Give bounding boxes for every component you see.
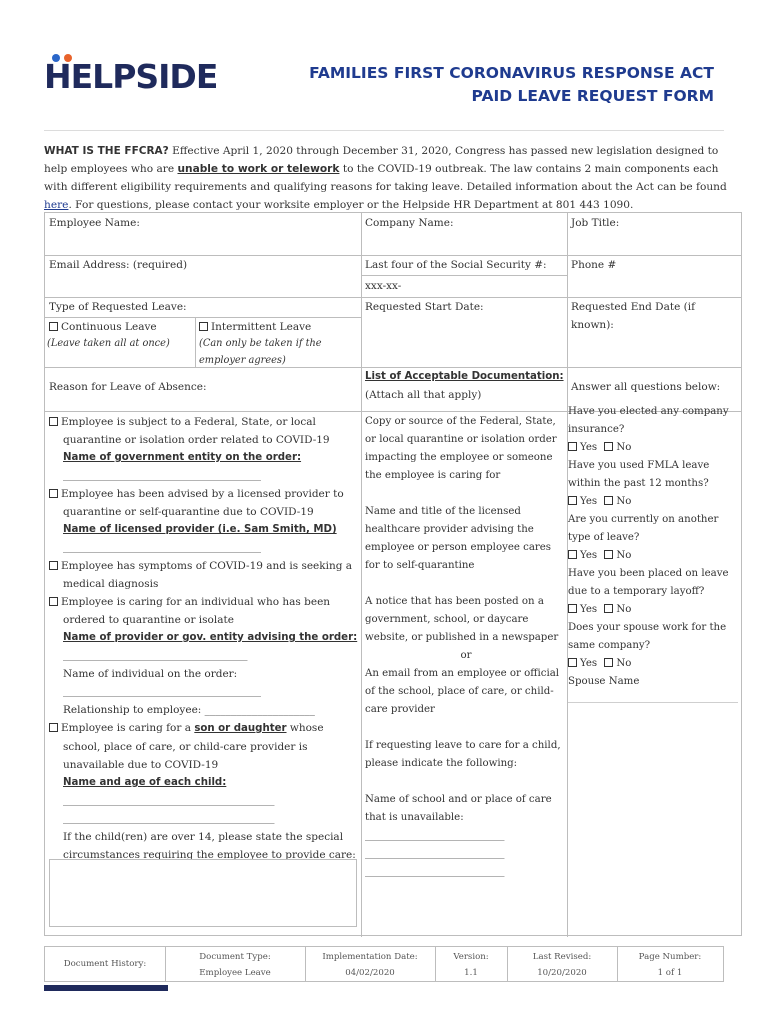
page-number-cell — [617, 947, 723, 981]
school-blank-2[interactable]: _______________________________ — [365, 849, 505, 859]
document-history-footer — [44, 946, 724, 982]
question-3-line-2: type of leave? — [568, 532, 640, 543]
reason-4-checkbox[interactable] — [49, 597, 58, 606]
history-label: Document History: — [63, 959, 147, 969]
continuous-leave-option[interactable] — [49, 318, 157, 336]
reason-5-checkbox[interactable] — [49, 723, 58, 732]
question-1-answers — [568, 439, 740, 457]
question-2-line-2: within the past 12 months? — [568, 478, 709, 489]
doc-type-value: Employee Leave — [199, 968, 271, 978]
employee-name-field[interactable] — [49, 233, 359, 253]
form-title — [309, 62, 714, 108]
q2-no-label: No — [616, 496, 632, 507]
intro-lead: WHAT IS THE FFCRA? — [44, 145, 169, 157]
start-date-label: Requested Start Date: — [365, 301, 484, 313]
helpside-logo — [44, 54, 244, 96]
title-line-2: PAID LEAVE REQUEST FORM — [471, 87, 714, 105]
implementation-value: 04/02/2020 — [345, 968, 395, 978]
q1-no-label: No — [616, 442, 632, 453]
intermittent-note-1: (Can only be taken if the — [199, 338, 322, 349]
page-number-header: Page Number: — [638, 952, 702, 962]
question-1-line-1: Have you elected any company — [568, 406, 729, 417]
reasons-column — [49, 413, 361, 864]
doc-1-line-2: or local quarantine or isolation order — [365, 434, 557, 445]
doc-or: or — [460, 650, 472, 661]
q1-yes-checkbox[interactable] — [568, 442, 577, 451]
documentation-header — [365, 368, 564, 404]
reason-3[interactable] — [49, 557, 361, 575]
q5-no-label: No — [616, 658, 632, 669]
doc-3-line-1: A notice that has been posted on a — [365, 596, 544, 607]
implementation-cell — [305, 947, 435, 981]
intro-text-3: . For questions, please contact your worksite employer or the Helpside HR Department at 801 443 1090. — [68, 199, 634, 211]
reason-5-line-2: school, place of care, or child-care provider is — [63, 741, 308, 753]
question-4-line-1: Have you been placed on leave — [568, 568, 729, 579]
reason-header: Reason for Leave of Absence: — [49, 381, 207, 393]
q2-yes-label: Yes — [580, 496, 598, 507]
title-line-1: FAMILIES FIRST CORONAVIRUS RESPONSE ACT — [309, 64, 714, 82]
implementation-header: Implementation Date: — [322, 952, 418, 962]
q2-no-checkbox[interactable] — [604, 496, 613, 505]
doc-4-line-2: of the school, place of care, or child- — [365, 686, 554, 697]
reason-1-line-1: Employee is subject to a Federal, State, or local — [61, 416, 316, 428]
version-header: Version: — [453, 952, 489, 962]
q1-yes-label: Yes — [580, 442, 598, 453]
reason-4-individual: Name of individual on the order: — [63, 668, 238, 680]
company-name-field[interactable] — [365, 233, 565, 253]
question-3-line-1: Are you currently on another — [568, 514, 719, 525]
version-value: 1.1 — [464, 968, 478, 978]
revised-cell — [507, 947, 617, 981]
here-link[interactable]: here — [44, 199, 69, 211]
reason-5-line-1a: Employee is caring for a — [61, 722, 195, 734]
doc-4-line-3: care provider — [365, 704, 435, 715]
reason-1-checkbox[interactable] — [49, 417, 58, 426]
reason-4-blank[interactable]: _________________________________________ — [63, 651, 248, 661]
doc-1-line-1: Copy or source of the Federal, State, — [365, 416, 556, 427]
reason-4-line-2: ordered to quarantine or isolate — [63, 614, 234, 626]
question-5-answers — [568, 655, 740, 673]
spouse-name-field[interactable] — [568, 691, 738, 703]
doc-4-line-1: An email from an employee or official — [365, 668, 560, 679]
intermittent-leave-option[interactable] — [199, 318, 311, 336]
question-3-answers — [568, 547, 740, 565]
documentation-column — [365, 413, 567, 881]
intro-text-1: Effective April 1, 2020 through December 31, 2020, Congress has passed new legislation designed to help employees who are — [44, 145, 719, 175]
q3-yes-checkbox[interactable] — [568, 550, 577, 559]
q3-yes-label: Yes — [580, 550, 598, 561]
email-label: Email Address: (required) — [49, 259, 188, 271]
doc-3-line-3: website, or published in a newspaper — [365, 632, 559, 643]
reason-4-individual-blank[interactable]: ____________________________________________ — [63, 687, 261, 697]
phone-field[interactable] — [571, 275, 739, 295]
reason-4-relationship[interactable]: Relationship to employee: _____________________ — [63, 704, 315, 716]
reason-1[interactable] — [49, 413, 361, 431]
reason-3-line-2: medical diagnosis — [63, 578, 159, 590]
intro-paragraph — [44, 142, 734, 214]
reason-2-line-1: Employee has been advised by a licensed provider to — [61, 488, 344, 500]
revised-header: Last Revised: — [532, 952, 592, 962]
doc-6-line-2: that is unavailable: — [365, 812, 464, 823]
reason-5-prompt: Name and age of each child: — [63, 777, 227, 788]
q1-no-checkbox[interactable] — [604, 442, 613, 451]
reason-3-checkbox[interactable] — [49, 561, 58, 570]
reason-1-blank[interactable]: ____________________________________________ — [63, 471, 261, 481]
reason-5-line-3: unavailable due to COVID-19 — [63, 759, 219, 771]
logo-text: HELPSIDE — [44, 57, 218, 96]
intro-emphasis: unable to work or telework — [177, 163, 340, 175]
revised-value: 10/20/2020 — [537, 968, 587, 978]
page-number-value: 1 of 1 — [657, 968, 683, 978]
spouse-name-label: Spouse Name — [568, 676, 640, 687]
q5-no-checkbox[interactable] — [604, 658, 613, 667]
reason-2-prompt: Name of licensed provider (i.e. Sam Smith, MD) — [63, 524, 337, 535]
email-field[interactable] — [49, 275, 359, 295]
question-4-line-2: due to a temporary layoff? — [568, 586, 705, 597]
doc-1-line-3: impacting the employee or someone — [365, 452, 553, 463]
question-1-line-2: insurance? — [568, 424, 625, 435]
question-2-line-1: Have you used FMLA leave — [568, 460, 710, 471]
reason-3-line-1: Employee has symptoms of COVID-19 and is seeking a — [61, 560, 353, 572]
reason-5-line-1c: whose — [286, 722, 324, 734]
q4-no-checkbox[interactable] — [604, 604, 613, 613]
leave-request-form — [44, 212, 742, 936]
employee-name-label: Employee Name: — [49, 217, 140, 229]
doc-1-line-4: the employee is caring for — [365, 470, 501, 481]
q4-yes-checkbox[interactable] — [568, 604, 577, 613]
doc-type-header: Document Type: — [199, 952, 271, 962]
continuous-checkbox[interactable] — [49, 322, 58, 331]
reason-6-line-1: If the child(ren) are over 14, please state the special — [63, 831, 344, 843]
reason-5-blank-1[interactable]: _______________________________________________ — [63, 796, 275, 806]
reason-1-prompt: Name of government entity on the order: — [63, 452, 302, 463]
doc-2-line-4: for to self-quarantine — [365, 560, 475, 571]
q3-no-label: No — [616, 550, 632, 561]
job-title-field[interactable] — [571, 233, 739, 253]
company-name-label: Company Name: — [365, 217, 454, 229]
start-date-field[interactable] — [365, 317, 565, 365]
q4-no-label: No — [616, 604, 632, 615]
documentation-header-line-2: (Attach all that apply) — [365, 389, 482, 401]
reason-4-line-1: Employee is caring for an individual who has been — [61, 596, 331, 608]
school-blank-1[interactable]: _______________________________ — [365, 831, 505, 841]
header-divider — [44, 130, 724, 131]
question-4-answers — [568, 601, 740, 619]
q5-yes-checkbox[interactable] — [568, 658, 577, 667]
doc-2-line-3: employee or person employee cares — [365, 542, 552, 553]
doc-5-line-2: please indicate the following: — [365, 758, 518, 769]
reason-2-checkbox[interactable] — [49, 489, 58, 498]
reason-5-blank-2[interactable]: _______________________________________________ — [63, 814, 275, 824]
doc-2-line-1: Name and title of the licensed — [365, 506, 521, 517]
school-blank-3[interactable]: _______________________________ — [365, 867, 505, 877]
doc-2-line-2: healthcare provider advising the — [365, 524, 534, 535]
phone-label: Phone # — [571, 259, 617, 271]
intermittent-label: Intermittent Leave — [211, 321, 312, 333]
reason-2-blank[interactable]: ____________________________________________ — [63, 543, 261, 553]
special-circumstances-textarea[interactable] — [49, 859, 357, 927]
ssn-field[interactable]: xxx-xx- — [365, 280, 402, 292]
reason-2-line-2: quarantine or self-quarantine due to COVID-19 — [63, 506, 314, 518]
job-title-label: Job Title: — [571, 217, 620, 229]
leave-type-label: Type of Requested Leave: — [49, 301, 187, 313]
question-5-line-2: same company? — [568, 640, 651, 651]
question-5-line-1: Does your spouse work for the — [568, 622, 727, 633]
end-date-label: Requested End Date (if known): — [571, 301, 695, 331]
doc-3-line-2: government, school, or daycare — [365, 614, 529, 625]
version-cell — [435, 947, 507, 981]
questions-column — [568, 403, 740, 703]
q5-yes-label: Yes — [580, 658, 598, 669]
reason-1-line-2: quarantine or isolation order related to COVID-19 — [63, 434, 330, 446]
reason-2[interactable] — [49, 485, 361, 503]
intermittent-checkbox[interactable] — [199, 322, 208, 331]
reason-4[interactable] — [49, 593, 361, 611]
continuous-note: (Leave taken all at once) — [47, 338, 170, 349]
reason-5-line-1b: son or daughter — [194, 723, 287, 734]
reason-6-line-2: circumstances requiring the employee to provide care: — [63, 849, 356, 861]
q4-yes-label: Yes — [580, 604, 598, 615]
q3-no-checkbox[interactable] — [604, 550, 613, 559]
answer-header: Answer all questions below: — [571, 381, 721, 393]
documentation-header-line-1: List of Acceptable Documentation: — [365, 371, 564, 382]
ssn-label: Last four of the Social Security #: — [365, 259, 547, 271]
doc-5-line-1: If requesting leave to care for a child, — [365, 740, 561, 751]
doc-type-cell — [165, 947, 305, 981]
q2-yes-checkbox[interactable] — [568, 496, 577, 505]
intermittent-note-2: employer agrees) — [199, 355, 286, 366]
footer-accent-bar — [44, 985, 168, 991]
end-date-field[interactable] — [571, 317, 739, 365]
doc-6-line-1: Name of school and or place of care — [365, 794, 552, 805]
reason-5[interactable] — [49, 719, 361, 738]
intro-text-2: to the COVID-19 outbreak. The law contains 2 main components each with different eligibility requirements and qualifying reasons for taking leave. Detailed information about the Act can be found — [44, 163, 727, 193]
question-2-answers — [568, 493, 740, 511]
reason-4-prompt: Name of provider or gov. entity advising the order: — [63, 632, 358, 643]
continuous-label: Continuous Leave — [61, 321, 157, 333]
